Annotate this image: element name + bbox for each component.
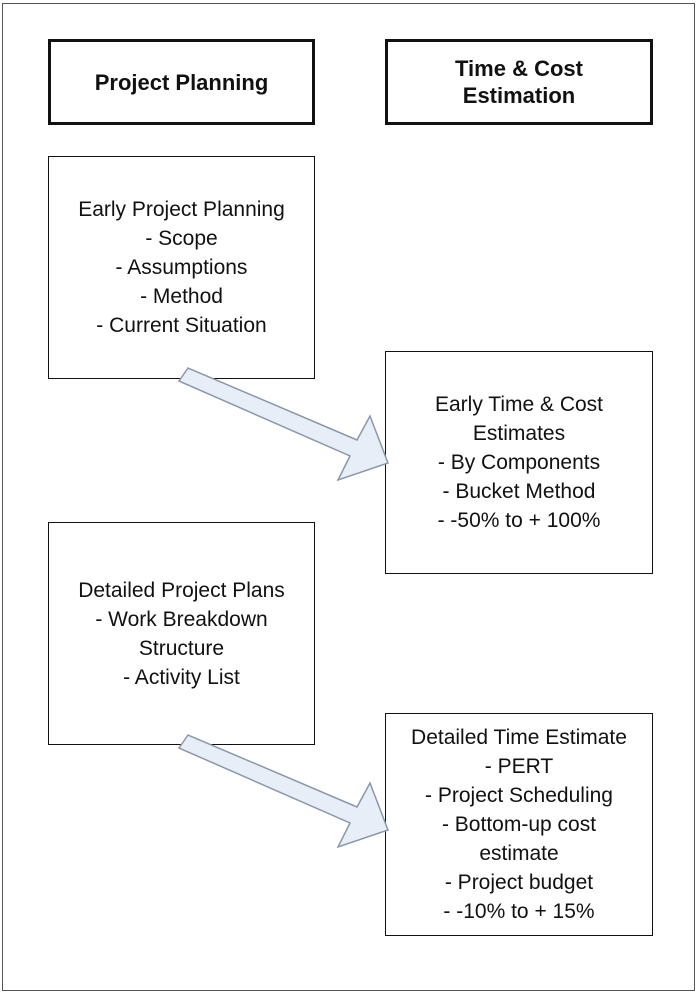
detailed-plans-item: - Work Breakdown: [95, 607, 268, 631]
header-time-cost-line2: Estimation: [462, 83, 576, 108]
arrow-early-planning-to-estimates: [179, 368, 388, 480]
early-planning-item: - Current Situation: [96, 314, 267, 337]
early-planning-item: - Assumptions: [115, 256, 248, 279]
detailed-plans-title: Detailed Project Plans: [78, 578, 285, 602]
early-planning-item: - Method: [140, 285, 223, 308]
detailed-estimate-item: - Project Scheduling: [425, 784, 613, 807]
detailed-estimate-item: - PERT: [484, 755, 554, 778]
header-project-planning-label: Project Planning: [94, 69, 269, 95]
detailed-estimate-title: Detailed Time Estimate: [411, 726, 627, 749]
detailed-estimate-item: - Bottom-up cost: [441, 813, 597, 836]
early-estimates-item: - By Components: [437, 451, 601, 474]
header-time-cost-line1: Time & Cost: [455, 56, 583, 81]
detailed-estimate-item: - -10% to + 15%: [443, 900, 595, 923]
early-estimates-title: Estimates: [472, 422, 566, 445]
detailed-plans-item: Structure: [138, 636, 225, 660]
early-estimates-item: - Bucket Method: [442, 480, 596, 503]
detailed-estimate-item: estimate: [479, 842, 559, 865]
early-estimates-title: Early Time & Cost: [434, 393, 604, 416]
early-planning-title: Early Project Planning: [78, 198, 285, 221]
detailed-plans-item: - Activity List: [123, 665, 240, 689]
arrow-detailed-plans-to-estimate: [179, 735, 388, 847]
detailed-estimate-item: - Project budget: [444, 871, 594, 894]
early-estimates-item: - -50% to + 100%: [437, 509, 601, 532]
early-planning-item: - Scope: [145, 227, 218, 250]
